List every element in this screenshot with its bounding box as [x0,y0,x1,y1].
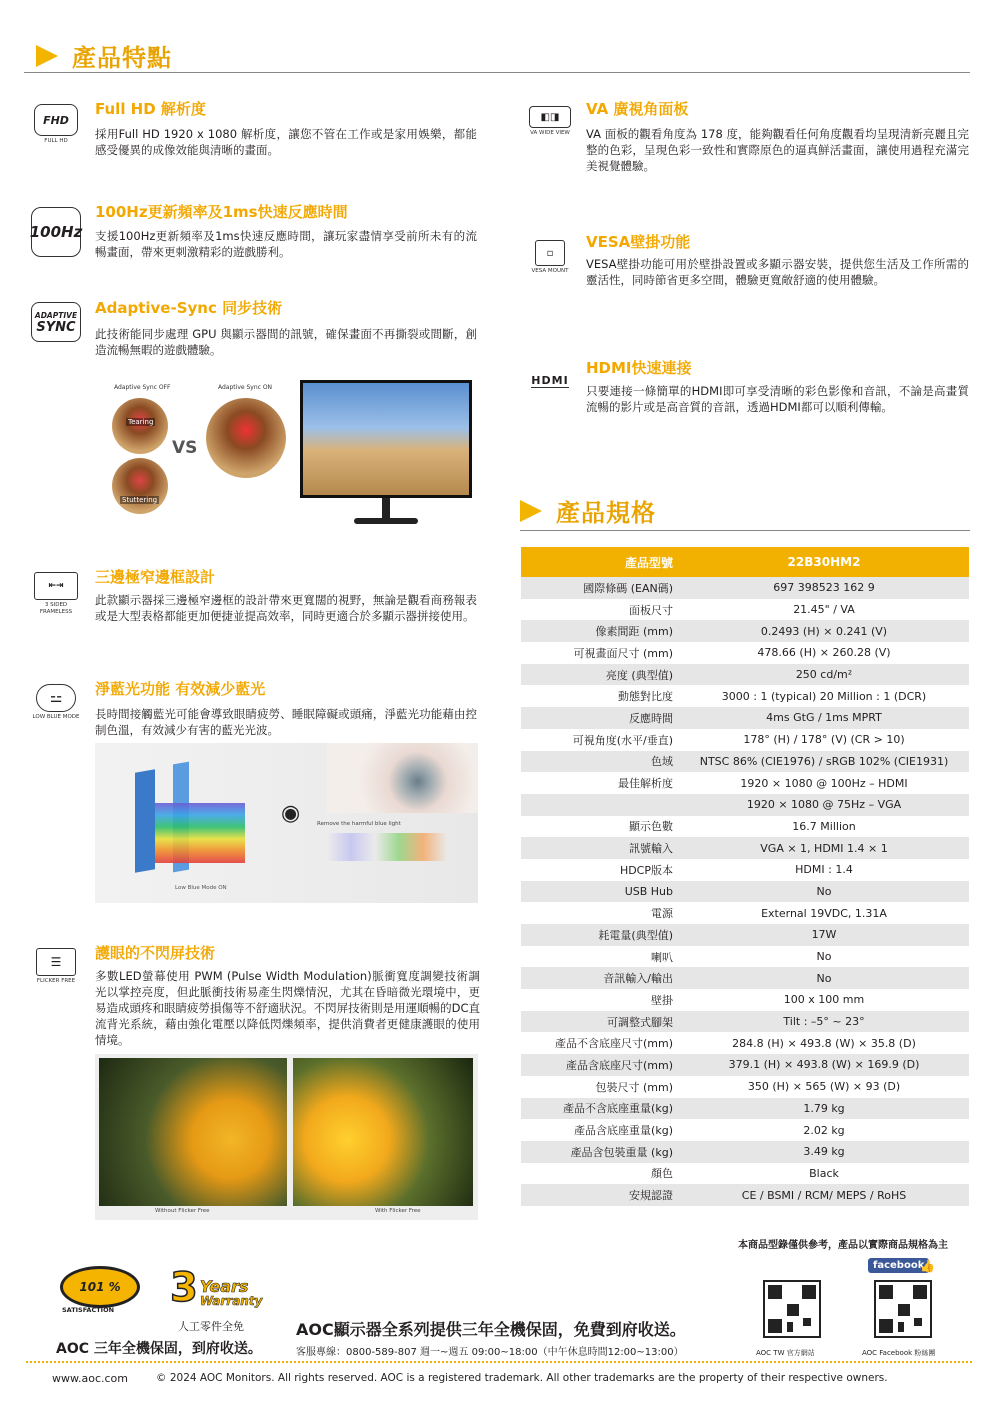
spec-value: CE / BSMI / RCM/ MEPS / RoHS [679,1184,969,1206]
spec-value: No [679,967,969,989]
flicker-title: 護眼的不閃屏技術 [95,944,216,962]
vesa-desc: VESA壁掛功能可用於壁掛設置或多顯示器安裝，提供您生活及工作所需的靈活性，同時節省更多空間，體驗更寬敞舒適的使用體驗。 [586,257,969,287]
spec-row [521,751,969,773]
fullhd-icon: FHD FULL HD [30,104,82,145]
adaptive-sync-illustration: Adaptive Sync OFF Adaptive Sync ON Tearing Stuttering VS [100,380,478,528]
low-blue-mode-icon: ⚍ LOW BLUE MODE [30,684,82,721]
spec-row [521,1011,969,1033]
spec-row [521,967,969,989]
refresh-desc: 支援100Hz更新頻率及1ms快速反應時間，讓玩家盡情享受前所未有的流暢畫面，帶來更刺激精彩的遊戲勝利。 [95,229,477,259]
spec-key: 安規認證 [521,1184,679,1206]
spec-key: 產品含底座重量(kg) [521,1119,679,1141]
spec-key: 面板尺寸 [521,599,679,621]
monitor-neck [382,498,390,520]
spec-key: 色域 [521,751,679,773]
va-wide-view-icon: ◧◨ VA WIDE VIEW [518,106,582,137]
spec-row [521,946,969,968]
spec-key: 包裝尺寸 (mm) [521,1076,679,1098]
spec-value: 178° (H) / 178° (V) (CR > 10) [679,729,969,751]
spec-row [521,1141,969,1163]
spec-row [521,707,969,729]
refresh-title: 100Hz更新頻率及1ms快速反應時間 [95,203,348,221]
spec-value: 1.79 kg [679,1098,969,1120]
spec-key: 可調整式腳架 [521,1011,679,1033]
arrow-icon [520,500,542,522]
spec-key: 音訊輸入/輸出 [521,967,679,989]
aoc-warranty-text: AOC 三年全機保固，到府收送。 [56,1341,262,1357]
spec-header-key: 產品型號 [521,547,679,577]
spec-row [521,664,969,686]
hdmi-title: HDMI快速連接 [586,359,692,377]
spec-header-row [521,547,969,577]
qr1-label: AOC TW 官方網站 [756,1349,815,1357]
adaptive-sync-icon: ADAPTIVE SYNC [30,302,82,342]
sync-title: Adaptive-Sync 同步技術 [95,299,283,317]
spec-key: 產品不含底座尺寸(mm) [521,1032,679,1054]
fullhd-title: Full HD 解析度 [95,100,206,118]
spec-key: 可視角度(水平/垂直) [521,729,679,751]
spec-table [521,547,969,1206]
spec-value: 478.66 (H) × 260.28 (V) [679,642,969,664]
va-desc: VA 面板的觀看角度為 178 度，能夠觀看任何角度觀看均呈現清新亮麗且完整的色彩，呈現色彩一致性和實際原色的逼真鮮活畫面，讓使用過程充滿完美視覺體驗。 [586,127,969,173]
spec-value: 284.8 (H) × 493.8 (W) × 35.8 (D) [679,1032,969,1054]
copyright-text: © 2024 AOC Monitors. All rights reserved. AOC is a registered trademark. All other trademarks are the property of their respective owners. [156,1372,888,1384]
frameless-desc: 此款顯示器採三邊極窄邊框的設計帶來更寬闊的視野，無論是觀看商務報表或是大型表格都能更加便捷並提高效率，同時更適合於多顯示器拼接使用。 [95,593,477,623]
qr2-label: AOC Facebook 粉絲團 [862,1349,936,1357]
website-link[interactable]: www.aoc.com [52,1372,128,1385]
spec-section-title: 產品規格 [520,493,656,528]
spec-row [521,599,969,621]
spec-key: HDCP版本 [521,859,679,881]
refresh-100hz-icon: 100Hz [30,207,82,257]
spec-value: 379.1 (H) × 493.8 (W) × 169.9 (D) [679,1054,969,1076]
spec-value: 17W [679,924,969,946]
spec-key: 壁掛 [521,989,679,1011]
flicker-free-illustration: Without Flicker Free With Flicker Free [95,1054,478,1220]
like-icon: 👍 [920,1259,935,1273]
spec-value: 697 398523 162 9 [679,577,969,599]
spec-value: 3000 : 1 (typical) 20 Million : 1 (DCR) [679,685,969,707]
spec-row [521,837,969,859]
section-divider [24,72,970,73]
spec-value: No [679,946,969,968]
spec-value: 250 cd/m² [679,664,969,686]
spec-key: 顯示色數 [521,816,679,838]
spec-row [521,1119,969,1141]
spec-key: USB Hub [521,881,679,903]
monitor-screen [300,380,472,498]
spec-value: 2.02 kg [679,1119,969,1141]
sync-on-circle [206,398,286,478]
frameless-icon: ⇤⇥ 3 SIDED FRAMELESS [30,572,82,616]
tearing-circle [112,398,168,454]
spec-row [521,620,969,642]
spec-row [521,1163,969,1185]
hotline-text: 客服專線：0800-589-807 週一~週五 09:00~18:00（中午休息時間12:00~13:00） [296,1347,684,1358]
spec-value: HDMI : 1.4 [679,859,969,881]
spec-value: 1920 × 1080 @ 100Hz – HDMI [679,772,969,794]
spec-row [521,1184,969,1206]
spec-divider [520,530,970,531]
spec-row [521,1054,969,1076]
spec-row [521,859,969,881]
hdmi-desc: 只要連接一條簡單的HDMI即可享受清晰的彩色影像和音訊，不論是高畫質流暢的影片或是高音質的音訊，透過HDMI都可以順利傳輸。 [586,384,969,414]
spec-row [521,642,969,664]
spec-key: 可視畫面尺寸 (mm) [521,642,679,664]
spec-row [521,989,969,1011]
spec-value: Tilt : –5° ~ 23° [679,1011,969,1033]
lowblue-title: 淨藍光功能 有效減少藍光 [95,680,266,698]
spec-row [521,924,969,946]
spec-key: 亮度 (典型值) [521,664,679,686]
flicker-desc: 多數LED螢幕使用 PWM (Pulse Width Modulation)脈衝寬度調變技術調光以掌控亮度，但此脈衝技術易產生閃爍情況，尤其在昏暗微光環境中，更易造成頭疼和眼睛疲勞損傷等不舒適狀況。不閃屏技術則是用運順暢的DC直流背光系統，藉由強化電壓以降低閃爍頻率，提供消費者更健康護眼的使用情境。 [95,969,480,1047]
spec-row [521,1032,969,1054]
spec-row [521,685,969,707]
spec-key: 動態對比度 [521,685,679,707]
spec-value: 1920 × 1080 @ 75Hz – VGA [679,794,969,816]
spec-value: 100 x 100 mm [679,989,969,1011]
spec-row [521,1076,969,1098]
arrow-icon [36,45,58,67]
spec-key: 反應時間 [521,707,679,729]
vesa-title: VESA壁掛功能 [586,233,691,251]
spec-value: No [679,881,969,903]
spec-value: 350 (H) × 565 (W) × 93 (D) [679,1076,969,1098]
stuttering-circle [112,458,168,514]
three-years-warranty-logo: 3 Years Warranty [170,1265,263,1311]
footer-headline: AOC顯示器全系列提供三年全機保固，免費到府收送。 [296,1320,686,1339]
monitor-base [354,518,418,524]
spec-row [521,1098,969,1120]
spec-value: External 19VDC, 1.31A [679,902,969,924]
spec-table-wrap [521,547,969,1206]
spec-row [521,577,969,599]
sync-desc: 此技術能同步處理 GPU 與顯示器間的訊號，確保畫面不再撕裂或間斷，創造流暢無暇的遊戲體驗。 [95,327,477,357]
features-section-title: 產品特點 [36,38,172,73]
footer-divider [26,1361,972,1363]
eye-icon: ◉ [281,801,301,826]
spec-value: 4ms GtG / 1ms MPRT [679,707,969,729]
spec-row [521,772,969,794]
lowblue-desc: 長時間接觸藍光可能會導致眼睛疲勞、睡眠障礙或頭痛，淨藍光功能藉由控制色溫，有效減少有害的藍光光波。 [95,707,477,737]
spec-row [521,881,969,903]
spec-value: VGA × 1, HDMI 1.4 × 1 [679,837,969,859]
spec-key: 電源 [521,902,679,924]
spec-value: 16.7 Million [679,816,969,838]
low-blue-illustration: ◉ Remove the harmful blue light Low Blue Mode ON [95,743,478,903]
frameless-title: 三邊極窄邊框設計 [95,568,216,586]
satisfaction-badge: 101 % [60,1266,140,1308]
spec-key: 產品含包裝重量 (kg) [521,1141,679,1163]
spec-key [521,794,679,816]
spec-value: Black [679,1163,969,1185]
vesa-mount-icon: ▫ VESA MOUNT [518,240,582,275]
spec-key: 像素間距 (mm) [521,620,679,642]
spec-row [521,729,969,751]
spec-key: 最佳解析度 [521,772,679,794]
spec-key: 訊號輸入 [521,837,679,859]
spec-row [521,816,969,838]
spec-note: 本商品型錄僅供參考，產品以實際商品規格為主 [738,1240,948,1251]
spec-value: 3.49 kg [679,1141,969,1163]
hdmi-icon: HDMI [531,374,569,387]
spec-key: 喇叭 [521,946,679,968]
spec-value: 21.45" / VA [679,599,969,621]
qr-code-aoc-facebook[interactable] [874,1280,932,1338]
spec-key: 產品含底座尺寸(mm) [521,1054,679,1076]
spec-value: NTSC 86% (CIE1976) / sRGB 102% (CIE1931) [679,751,969,773]
spec-header-value: 22B30HM2 [679,547,969,577]
facebook-badge: facebook [868,1258,929,1273]
va-title: VA 廣視角面板 [586,100,689,118]
spec-key: 耗電量(典型值) [521,924,679,946]
spec-row [521,902,969,924]
spec-key: 產品不含底座重量(kg) [521,1098,679,1120]
parts-text: 人工零件全免 [178,1320,244,1333]
qr-code-aoc-website[interactable] [763,1280,821,1338]
flicker-free-icon: ☰ FLICKER FREE [30,948,82,985]
spec-row [521,794,969,816]
fullhd-desc: 採用Full HD 1920 x 1080 解析度，讓您不管在工作或是家用娛樂，都能感受優異的成像效能與清晰的畫面。 [95,127,477,157]
spec-key: 顏色 [521,1163,679,1185]
spec-value: 0.2493 (H) × 0.241 (V) [679,620,969,642]
spec-key: 國際條碼 (EAN碼) [521,577,679,599]
